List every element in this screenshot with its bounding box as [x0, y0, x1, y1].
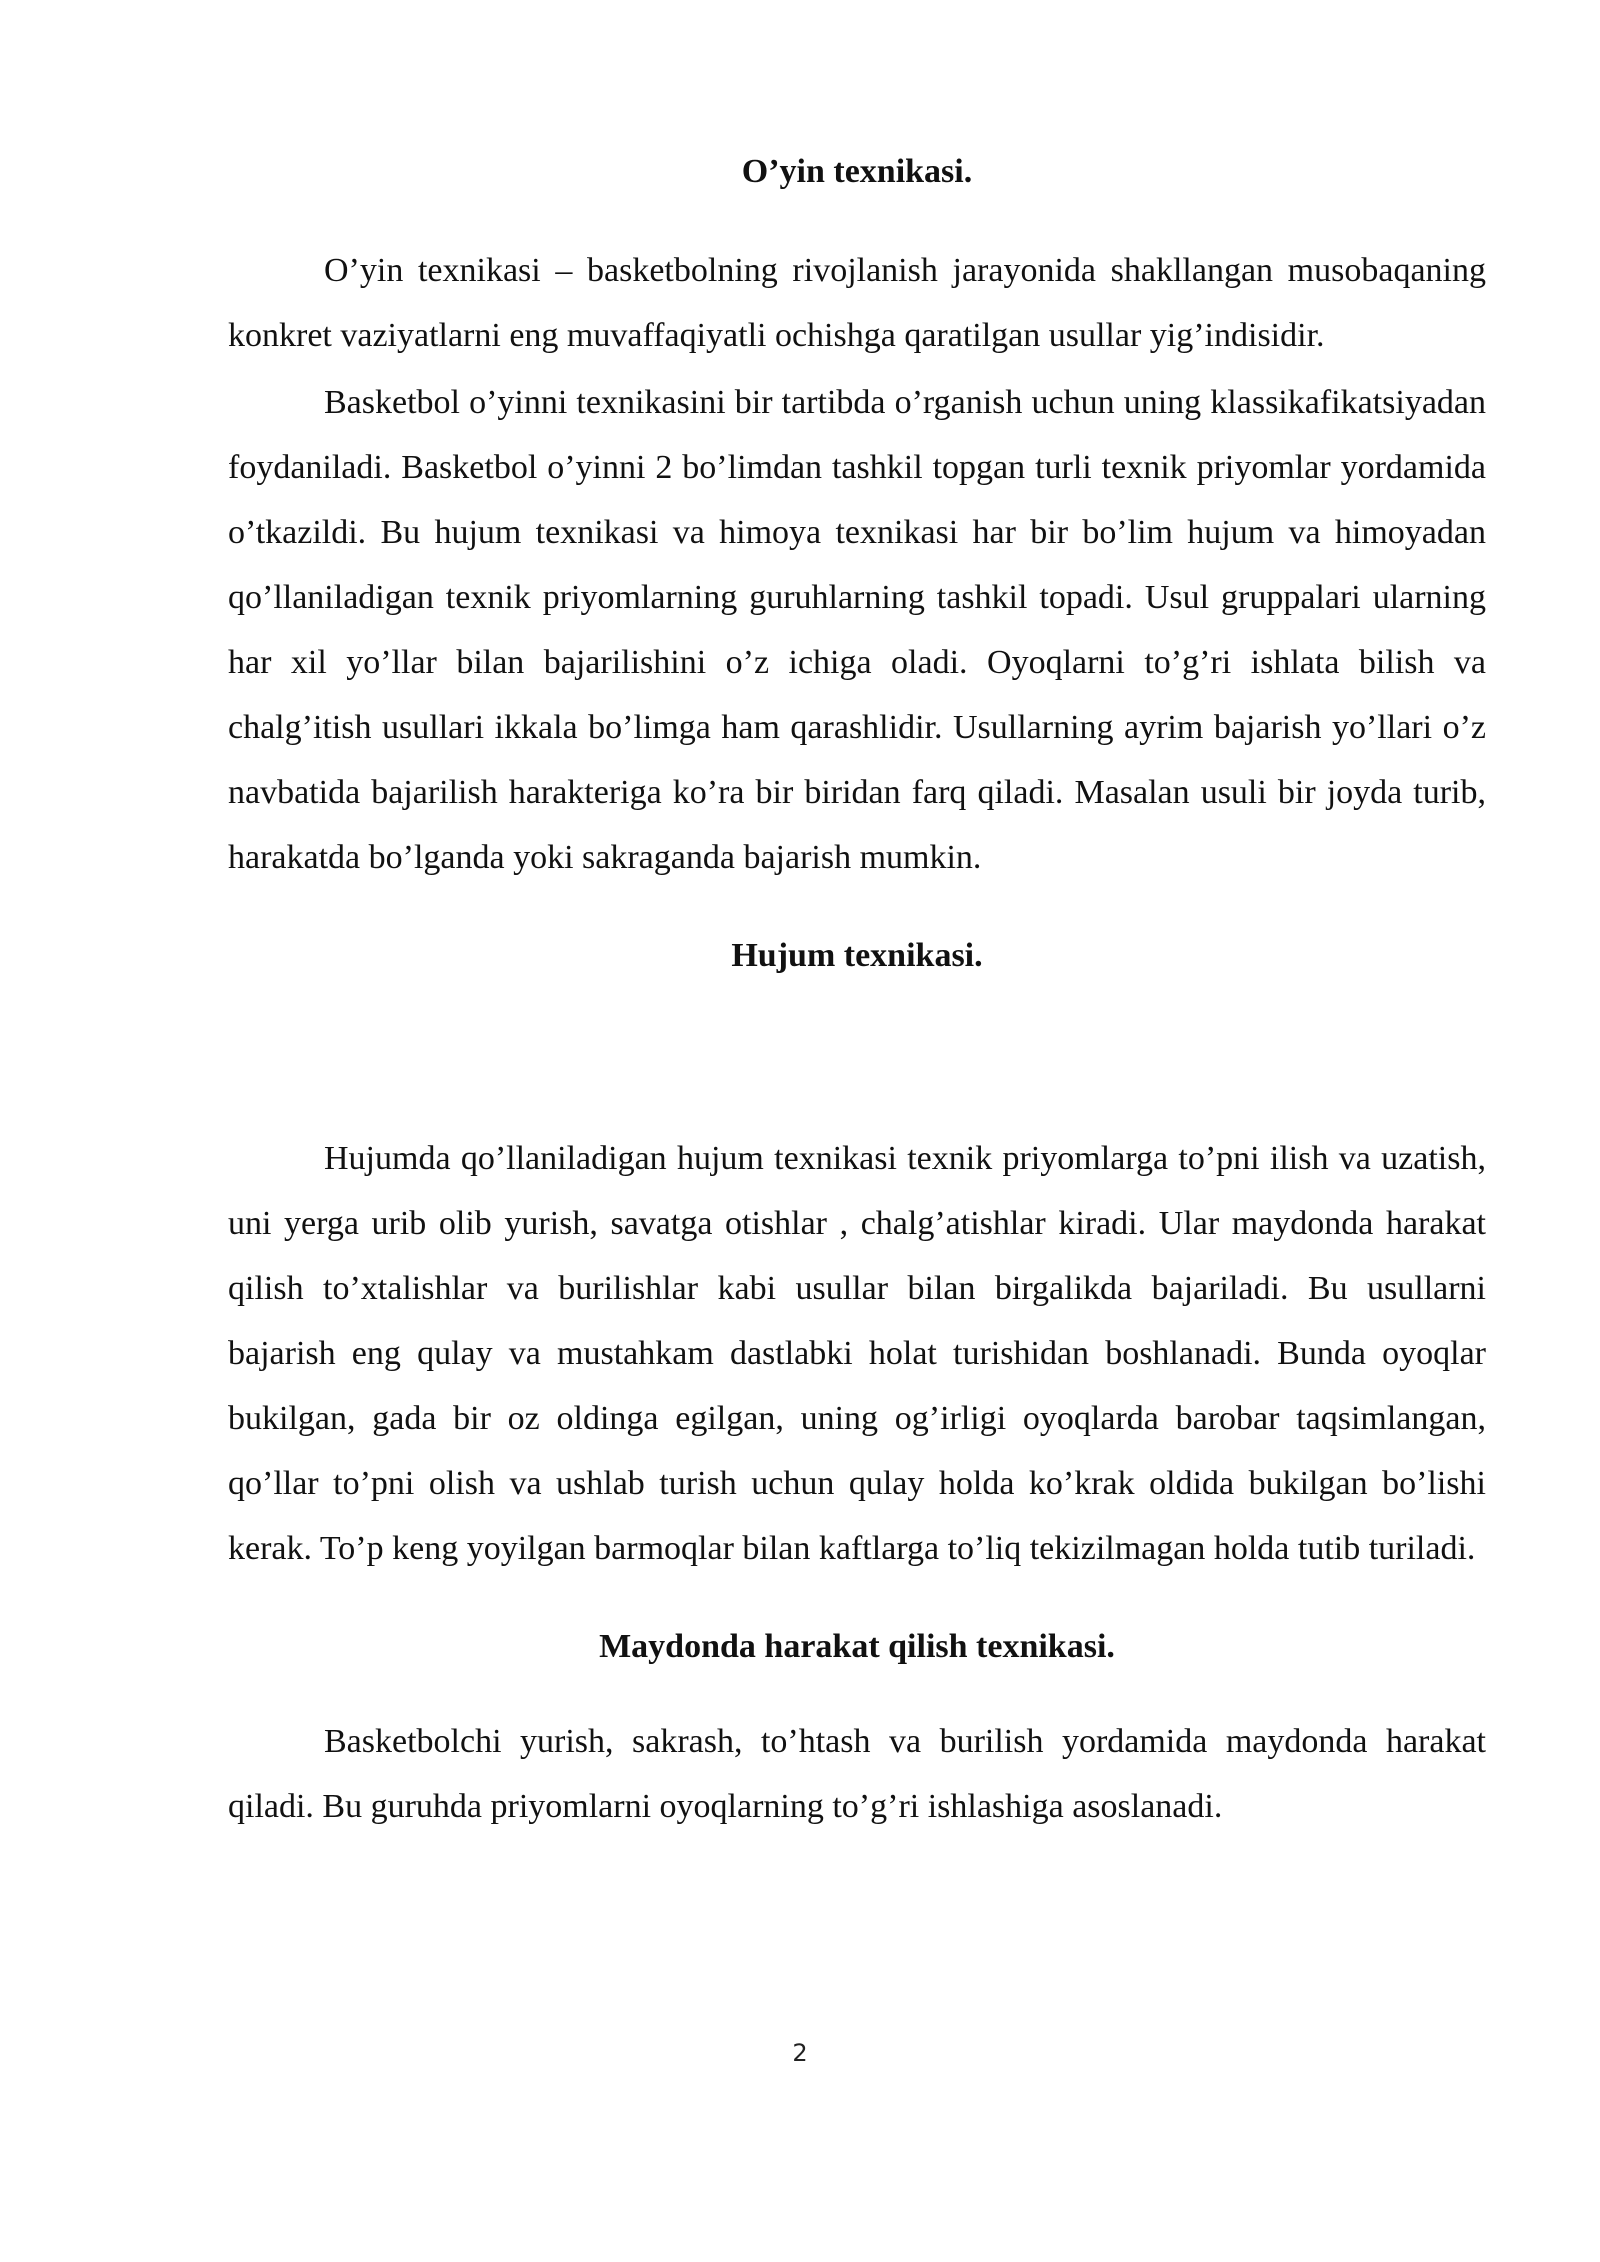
paragraph-hujum-texnikasi: Hujumda qo’llaniladigan hujum texnikasi texnik priyomlarga to’pni ilish va uzatish, uni yerga urib olib yurish, savatga otishlar , chalg’atishlar kiradi. Ular maydonda harakat qilish to’xtalishlar va burilishlar kabi usullar bilan birgalikda bajariladi. Bu usullarni bajarish eng qulay va mustahkam dastlabki holat turishidan boshlanadi. Bunda oyoqlar bukilgan, gada bir oz oldinga egilgan, uning og’irligi oyoqlarda barobar taqsimlangan, qo’llar to’pni olish va ushlab turish uchun qulay holda ko’krak oldida bukilgan bo’lishi kerak. To’p keng yoyilgan barmoqlar bilan kaftlarga to’liq tekizilmagan holda tutib turiladi. — [228, 1140, 1486, 1567]
paragraph-oyin-texnikasi-classification: Basketbol o’yinni texnikasini bir tartibda o’rganish uchun uning klassikafikatsiyadan foydaniladi. Basketbol o’yinni 2 bo’limdan tashkil topgan turli texnik priyomlar yordamida o’tkazildi. Bu hujum texnikasi va himoya texnikasi har bir bo’lim hujum va himoyadan qo’llaniladigan texnik priyomlarning guruhlarning tashkil topadi. Usul gruppalari ularning har xil yo’llar bilan bajarilishini o’z ichiga oladi. Oyoqlarni to’g’ri ishlata bilish va chalg’itish usullari ikkala bo’limga ham qarashlidir. Usullarning ayrim bajarish yo’llari o’z navbatida bajarilish harakteriga ko’ra bir biridan farq qiladi. Masalan usuli bir joyda turib, harakatda bo’lganda yoki sakraganda bajarish mumkin. — [228, 384, 1486, 876]
paragraph-oyin-texnikasi-definition: O’yin texnikasi – basketbolning rivojlanish jarayonida shakllangan musobaqaning konkret vaziyatlarni eng muvaffaqiyatli ochishga qaratilgan usullar yig’indisidir. — [228, 252, 1486, 354]
section-heading-hujum-texnikasi: Hujum texnikasi. — [731, 937, 983, 974]
page-number: 2 — [792, 2039, 808, 2067]
paragraph-maydonda-harakat: Basketbolchi yurish, sakrash, to’htash va burilish yordamida maydonda harakat qiladi. Bu guruhda priyomlarni oyoqlarning to’g’ri ishlashiga asoslanadi. — [228, 1723, 1486, 1825]
page-content — [228, 150, 1486, 1839]
section-heading-maydonda-harakat: Maydonda harakat qilish texnikasi. — [599, 1628, 1115, 1665]
section-heading-oyin-texnikasi: O’yin texnikasi. — [741, 153, 973, 190]
